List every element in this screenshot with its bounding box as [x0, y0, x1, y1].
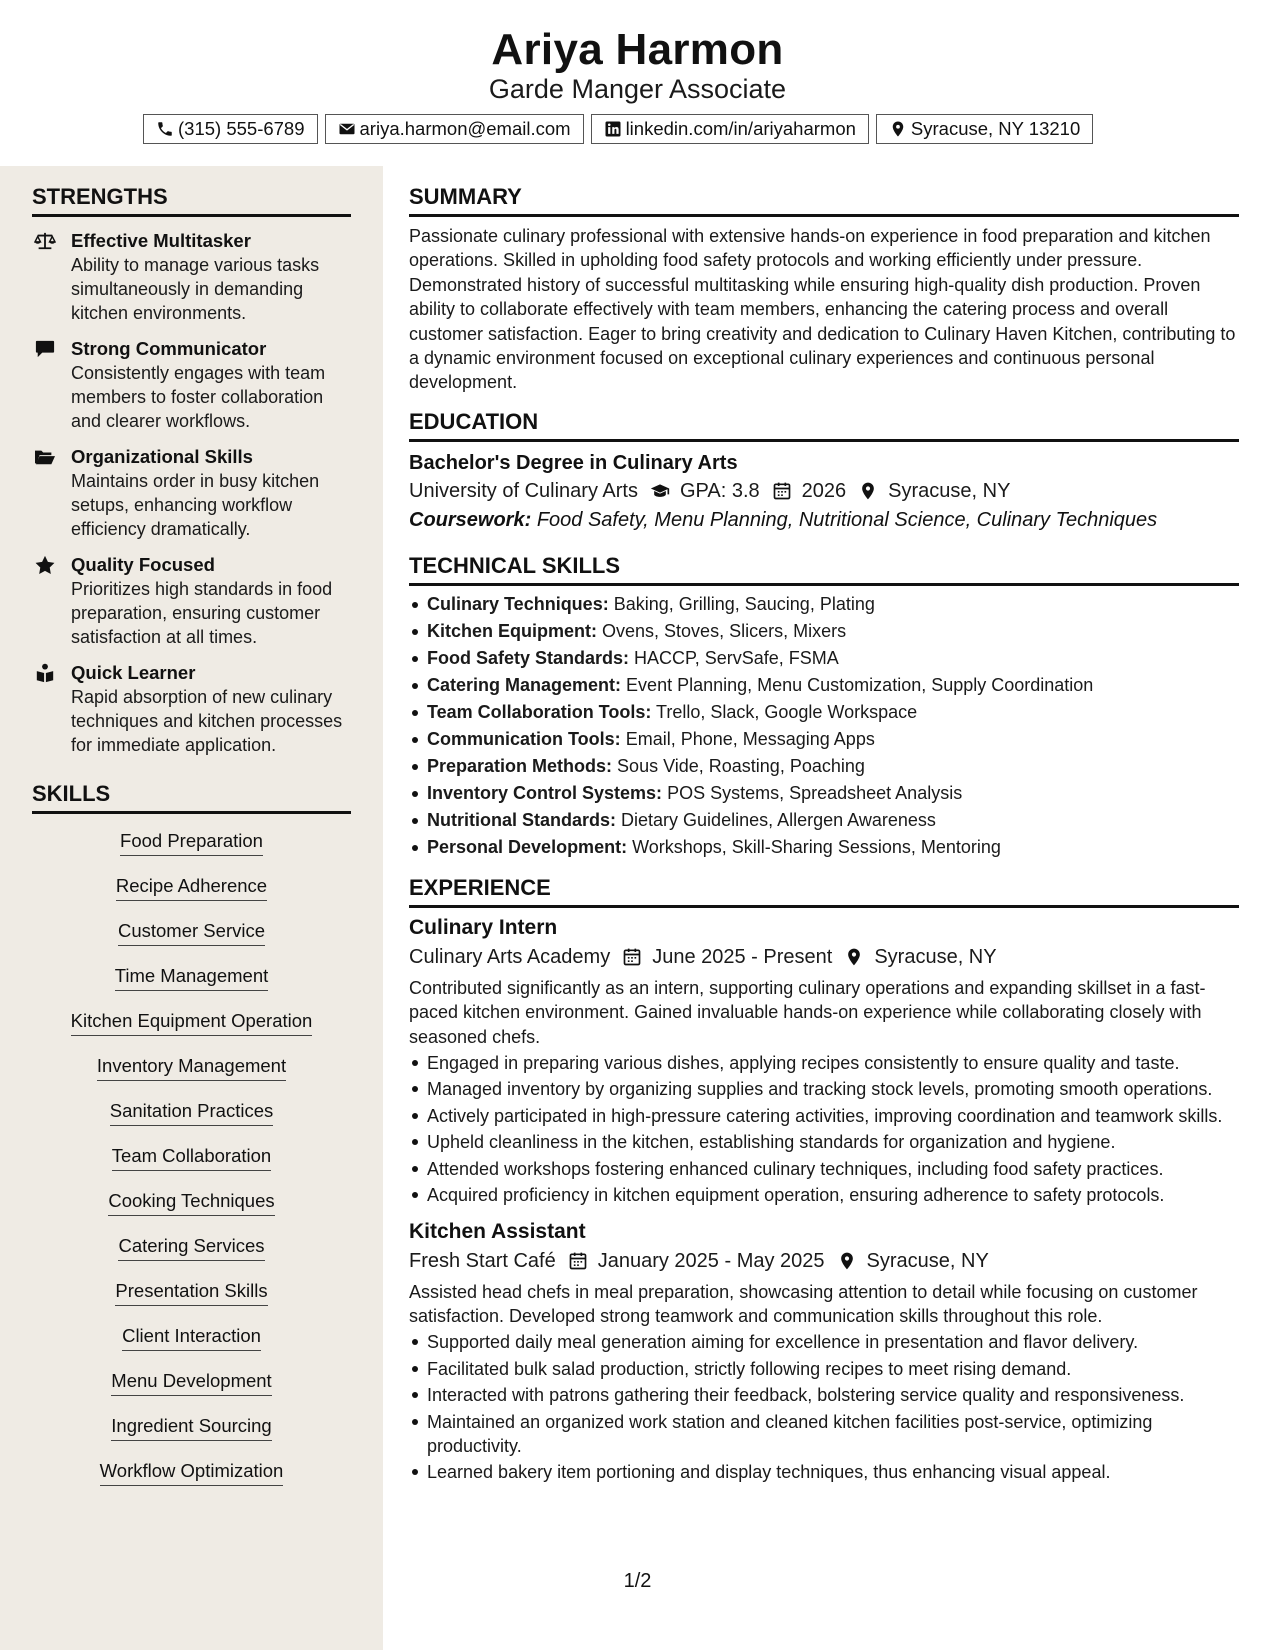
job-description: Contributed significantly as an intern, supporting culinary operations and expanding skillset in a fast-paced kitchen environment. Gained invaluable hands-on experience while collaborating closely with seasoned chefs. — [409, 977, 1206, 1047]
strength-item — [32, 661, 351, 757]
strength-desc: Maintains order in busy kitchen setups, enhancing workflow efficiency dramatically. — [71, 471, 320, 539]
skill-tag: Menu Development — [32, 1368, 351, 1413]
job-dates: June 2025 - Present — [652, 945, 833, 968]
skill-tag: Customer Service — [32, 918, 351, 963]
education-meta — [409, 476, 1239, 506]
folder-open-icon — [34, 447, 56, 467]
star-icon — [34, 555, 56, 575]
list-item: Communication Tools: Email, Phone, Messaging Apps — [409, 726, 1239, 753]
education-heading: EDUCATION — [409, 409, 1239, 442]
map-pin-icon — [889, 120, 907, 138]
skill-tag: Recipe Adherence — [32, 873, 351, 918]
job-entry — [409, 914, 1239, 1208]
calendar-icon — [622, 947, 642, 967]
coursework-label: Coursework: — [409, 508, 532, 531]
map-pin-icon — [858, 481, 878, 501]
main-column — [409, 166, 1239, 1487]
strength-desc: Consistently engages with team members to foster collaboration and clearer workflows. — [71, 363, 326, 431]
linkedin-icon — [604, 120, 622, 138]
skill-tag: Kitchen Equipment Operation — [32, 1008, 351, 1053]
list-item: Supported daily meal generation aiming for excellence in presentation and flavor delivery. — [409, 1330, 1239, 1354]
education-location: Syracuse, NY — [888, 479, 1011, 502]
phone-text: (315) 555-6789 — [178, 118, 305, 139]
list-item: Catering Management: Event Planning, Menu Customization, Supply Coordination — [409, 672, 1239, 699]
skill-tag: Team Collaboration — [32, 1143, 351, 1188]
contact-linkedin[interactable] — [591, 114, 869, 144]
list-item: Managed inventory by organizing supplies and tracking stock levels, promoting smooth operations. — [409, 1077, 1239, 1101]
list-item: Personal Development: Workshops, Skill-Sharing Sessions, Mentoring — [409, 834, 1239, 861]
page-number: 1/2 — [623, 1570, 652, 1592]
email-text: ariya.harmon@email.com — [359, 118, 571, 139]
speech-bubble-icon — [34, 339, 56, 359]
job-location: Syracuse, NY — [874, 945, 997, 968]
job-location: Syracuse, NY — [866, 1249, 989, 1272]
job-bullets — [409, 1051, 1239, 1207]
strength-desc: Prioritizes high standards in food preparation, ensuring customer satisfaction at all times. — [71, 579, 333, 647]
list-item: Attended workshops fostering enhanced culinary techniques, including food safety practices. — [409, 1157, 1239, 1181]
skill-tag: Client Interaction — [32, 1323, 351, 1368]
list-item: Team Collaboration Tools: Trello, Slack, Google Workspace — [409, 699, 1239, 726]
strength-title: Organizational Skills — [71, 446, 253, 467]
coursework-list: Food Safety, Menu Planning, Nutritional Science, Culinary Techniques — [536, 508, 1158, 531]
skill-tag: Ingredient Sourcing — [32, 1413, 351, 1458]
linkedin-text: linkedin.com/in/ariyaharmon — [625, 118, 856, 139]
list-item: Food Safety Standards: HACCP, ServSafe, FSMA — [409, 645, 1239, 672]
job-role: Kitchen Assistant — [409, 1219, 586, 1243]
gpa-text: GPA: 3.8 — [679, 479, 760, 502]
skills-list — [32, 828, 351, 1503]
contact-location — [876, 114, 1093, 144]
school-name: University of Culinary Arts — [409, 479, 638, 502]
strength-item — [32, 553, 351, 649]
strengths-heading: STRENGTHS — [32, 184, 351, 217]
strength-desc: Ability to manage various tasks simultaneously in demanding kitchen environments. — [71, 255, 320, 323]
job-dates: January 2025 - May 2025 — [597, 1249, 825, 1272]
list-item: Engaged in preparing various dishes, applying recipes consistently to ensure quality and taste. — [409, 1051, 1239, 1075]
map-pin-icon — [844, 947, 864, 967]
job-description: Assisted head chefs in meal preparation, showcasing attention to detail while focusing on customer satisfaction. Developed strong teamwork and communication skills throughout this role. — [409, 1281, 1198, 1326]
job-role: Culinary Intern — [409, 915, 558, 939]
company-name: Fresh Start Café — [409, 1249, 556, 1272]
phone-icon — [156, 120, 174, 138]
list-item: Maintained an organized work station and cleaned kitchen facilities post-service, optimizing productivity. — [409, 1410, 1239, 1459]
balance-scale-icon — [34, 231, 56, 251]
technical-skills-list — [409, 591, 1239, 861]
summary-text: Passionate culinary professional with extensive hands-on experience in food preparation and kitchen operations. Skilled in upholding food safety protocols and working efficiently under pressure. Demonstrated history of successful multitasking while ensuring high-quality dish production. Proven ability to collaborate effectively with team members, enhancing the catering process and overall customer satisfaction. Eager to bring creativity and dedication to Culinary Haven Kitchen, contributing to a dynamic environment focused on exceptional culinary experiences and continuous personal development. — [409, 226, 1236, 393]
job-bullets — [409, 1330, 1239, 1484]
strength-item — [32, 337, 351, 433]
calendar-icon — [772, 481, 792, 501]
job-entry — [409, 1218, 1239, 1485]
list-item: Upheld cleanliness in the kitchen, establishing standards for organization and hygiene. — [409, 1130, 1239, 1154]
strength-item — [32, 229, 351, 325]
degree-title: Bachelor's Degree in Culinary Arts — [409, 451, 738, 474]
list-item: Nutritional Standards: Dietary Guidelines, Allergen Awareness — [409, 807, 1239, 834]
experience-heading: EXPERIENCE — [409, 875, 1239, 908]
skill-tag: Presentation Skills — [32, 1278, 351, 1323]
job-title: Garde Manger Associate — [488, 74, 787, 104]
list-item: Facilitated bulk salad production, strictly following recipes to meet rising demand. — [409, 1357, 1239, 1381]
summary-heading: SUMMARY — [409, 184, 1239, 217]
skill-tag: Cooking Techniques — [32, 1188, 351, 1233]
technical-skills-heading: TECHNICAL SKILLS — [409, 553, 1239, 586]
company-name: Culinary Arts Academy — [409, 945, 611, 968]
list-item: Culinary Techniques: Baking, Grilling, Saucing, Plating — [409, 591, 1239, 618]
list-item: Inventory Control Systems: POS Systems, Spreadsheet Analysis — [409, 780, 1239, 807]
candidate-name: Ariya Harmon — [491, 25, 784, 74]
envelope-icon — [338, 120, 356, 138]
graduation-year: 2026 — [801, 479, 847, 502]
strength-title: Quick Learner — [71, 662, 196, 683]
strength-item — [32, 445, 351, 541]
list-item: Acquired proficiency in kitchen equipment operation, ensuring adherence to safety protocols. — [409, 1183, 1239, 1207]
location-text: Syracuse, NY 13210 — [910, 118, 1081, 139]
contact-bar — [143, 114, 1093, 144]
list-item: Learned bakery item portioning and display techniques, thus enhancing visual appeal. — [409, 1460, 1239, 1484]
skill-tag: Sanitation Practices — [32, 1098, 351, 1143]
map-pin-icon — [837, 1251, 857, 1271]
skill-tag: Time Management — [32, 963, 351, 1008]
strength-title: Effective Multitasker — [71, 230, 251, 251]
list-item: Interacted with patrons gathering their feedback, bolstering service quality and responsiveness. — [409, 1383, 1239, 1407]
skill-tag: Workflow Optimization — [32, 1458, 351, 1503]
job-meta — [409, 1246, 1239, 1276]
contact-email[interactable] — [325, 114, 584, 144]
skill-tag: Catering Services — [32, 1233, 351, 1278]
skill-tag: Inventory Management — [32, 1053, 351, 1098]
sidebar — [0, 166, 383, 1650]
strength-desc: Rapid absorption of new culinary techniques and kitchen processes for immediate application. — [71, 687, 343, 755]
strength-title: Quality Focused — [71, 554, 215, 575]
skills-heading: SKILLS — [32, 781, 351, 814]
graduation-cap-icon — [650, 481, 670, 501]
strength-title: Strong Communicator — [71, 338, 267, 359]
list-item: Actively participated in high-pressure catering activities, improving coordination and teamwork skills. — [409, 1104, 1239, 1128]
resume-header — [0, 0, 1275, 166]
list-item: Preparation Methods: Sous Vide, Roasting, Poaching — [409, 753, 1239, 780]
contact-phone[interactable] — [143, 114, 318, 144]
list-item: Kitchen Equipment: Ovens, Stoves, Slicers, Mixers — [409, 618, 1239, 645]
calendar-icon — [568, 1251, 588, 1271]
book-reader-icon — [34, 663, 56, 683]
coursework-line — [409, 506, 1239, 534]
skill-tag: Food Preparation — [32, 828, 351, 873]
job-meta — [409, 942, 1239, 972]
